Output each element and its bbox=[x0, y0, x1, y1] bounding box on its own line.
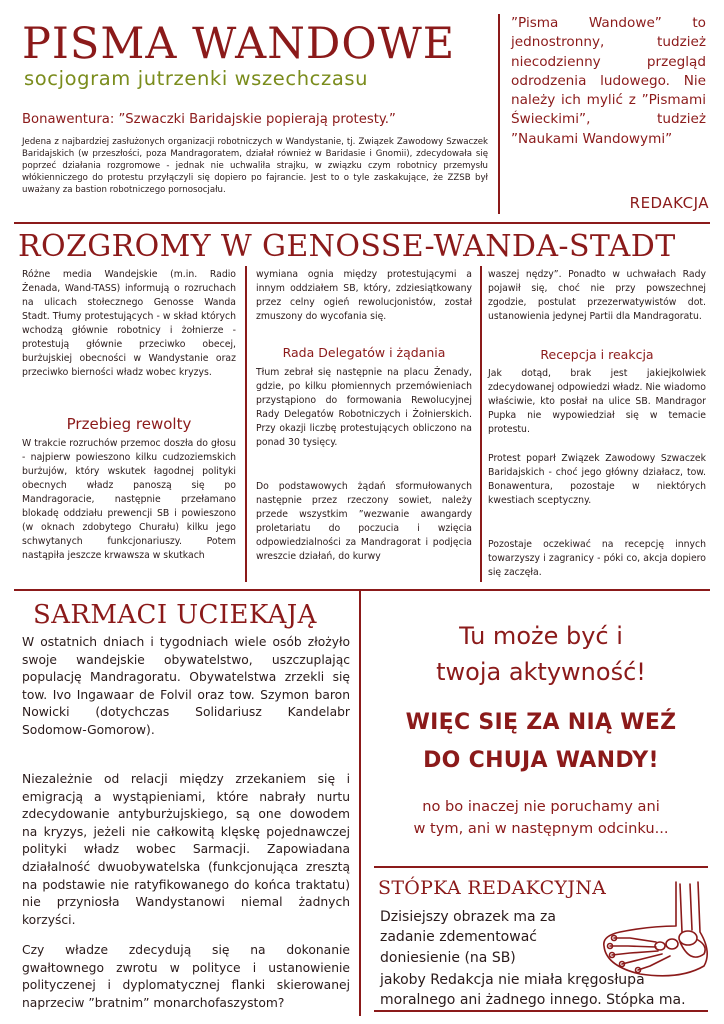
col3-intro: waszej nędzy”. Ponadto w uchwałach Rady pojawił się, choć nie przy powszechnej zgodzie, postulat przezerwatywistów dot. ustanowienia jedynej Partii dla Mandragoratu. bbox=[488, 269, 706, 322]
masthead-title: PISMA WANDOWE bbox=[22, 19, 456, 69]
lead-text: Jedena z najbardziej zasłużonych organizacji robotniczych w Wandystanie, tj. Związek Zawodowy Szwaczek Baridajskich (w przeszłości, poza Mandragoratem, działał również w Baridasie i Gnomii), zdecydowała się poprzeć działania rozgromowe - jednak nie uchwaliła strajku, w związku czym robotnicy przemysłu włókienniczego do protestu przyłączyli się dopiero po fajrancie. Jest to o tyle zaskakujące, że ZZSB był uważany za bastion robotniczego pornosocjału. bbox=[22, 137, 488, 195]
sarmaci-p2: Niezależnie od relacji między zrzekaniem się i emigracją a wystąpieniami, które nabrały nurtu zdecydowanie antyburżujskiego, są one dowodem na kryzys, jeżeli nie całkowitą klęskę pojednawczej polityki władz wobec Sarmacji. Zapowiadana działalność dwuobywatelska (funkcjonująca zresztą na podstawie nie ratyfikowanego do końca traktatu) nie przyniosła Wandystanowi niemal żadnych korzyści. bbox=[22, 772, 350, 927]
col2-text1: Tłum zebrał się następnie na placu Żenady, gdzie, po kilku płomiennych przemówieniach przystąpiono do formowania Rewolucyjnej Rady Delegatów Robotniczych i Żołnierskich. Przy okazji liczbę protestujących obliczono na ponad 30 tysięcy. bbox=[256, 367, 472, 448]
col1-intro: Różne media Wandejskie (m.in. Radio Żenada, Wand-TASS) informują o rozruchach na ulicach stołecznego Genosse Wanda Stadt. Tłumy protestujących - w skład których wchodzą głównie robotnicy i żołnierze - protestują głównie przeciwko obecej, burżujskiej obecności w Wandystanie oraz przeciwko bierności władz wobec kryzys. bbox=[22, 269, 236, 378]
footer-rule-bottom bbox=[374, 1010, 708, 1012]
footer-title: STÓPKA REDAKCYJNA bbox=[378, 877, 607, 899]
col-divider-1 bbox=[245, 266, 247, 582]
col2-text2: Do podstawowych żądań sformułowanych następnie przez rzeczony sowiet, należy przede wszystkim ”wezwanie awangardy proletariatu do poczucia i wzięcia odpowiedzialności za Mandragorat i podjęcia wreszcie działań, do kurwy bbox=[256, 481, 472, 562]
col3-text2: Protest poparł Związek Zawodowy Szwaczek Baridajskich - choć jego główny działacz, tow. Bonawentura, pozostaje w niektórych kwestiach sceptyczny. bbox=[488, 453, 706, 506]
bottom-col-divider bbox=[359, 591, 361, 1016]
col2-intro: wymiana ognia między protestującymi a innym oddziałem SB, który, zdziesiątkowany przez celny ogień rewolucjonistów, został zmuszony do wycofania się. bbox=[256, 269, 472, 322]
ad-small-1: no bo inaczej nie poruchamy ani bbox=[422, 798, 660, 815]
foot-skeleton-icon bbox=[580, 880, 712, 980]
editorial-note: ”Pisma Wandowe” to jednostronny, tudzież niecodzienny przegląd odrodzenia ludowego. Nie należy ich mylić z ”Pismami Świeckimi”, tudzież ”Naukami Wandowymi” bbox=[511, 15, 706, 147]
sarmaci-p3: Czy władze zdecydują się na dokonanie gwałtownego zwrotu w polityce i ustanowienie polityczenej i dyplomatycznej flanki skierowanej naprzeciw ”bratnim” monarchofaszystom? bbox=[22, 943, 350, 1010]
lead-headline: Bonawentura: ”Szwaczki Baridajskie popierają protesty.” bbox=[22, 112, 396, 127]
sarmaci-p1: W ostatnich dniach i tygodniach wiele osób złożyło swoje wandejskie obywatelstwo, uszczuplając populację Mandragoratu. Obywatelstwa zrzekli się tow. Ivo Ingawaar de Folvil oraz tow. Szymon baron Nowicki (dotychczas Solidariusz Kandelabr Sodomow-Gomorow). bbox=[22, 635, 350, 737]
col3-text1: Jak dotąd, brak jest jakiejkolwiek zdecydowanej odpowiedzi władz. Nie wiadomo właściwie, kto posłał na ulice SB. Mandragor Pupka nie wypowiedział się w temacie protestu. bbox=[488, 368, 706, 435]
col3-heading: Recepcja i reakcja bbox=[540, 347, 654, 362]
top-divider bbox=[14, 222, 710, 224]
footer-text-b: jakoby Redakcja nie miała kręgosłupa moralnego ani żadnego innego. Stópka ma. bbox=[380, 972, 686, 1009]
ad-bold-1: WIĘC SIĘ ZA NIĄ WEŹ bbox=[405, 710, 677, 735]
ad-small-2: w tym, ani w następnym odcinku... bbox=[413, 820, 669, 837]
ad-line-2: twoja aktywność! bbox=[436, 658, 646, 686]
masthead-subtitle: socjogram jutrzenki wszechczasu bbox=[24, 67, 369, 90]
ad-line-1: Tu może być i bbox=[459, 622, 623, 650]
col2-heading: Rada Delegatów i żądania bbox=[282, 345, 446, 360]
editorial-signature: REDAKCJA bbox=[629, 194, 709, 212]
main-headline: ROZGROMY W GENOSSE-WANDA-STADT bbox=[18, 229, 676, 264]
footer-rule-top bbox=[374, 866, 708, 868]
ad-bold-2: DO CHUJA WANDY! bbox=[423, 748, 659, 773]
middle-divider bbox=[14, 589, 710, 591]
col-divider-2 bbox=[480, 266, 482, 582]
col3-text3: Pozostaje oczekiwać na recepcję innych towarzyszy i zagranicy - póki co, akcja dopiero się zaczęła. bbox=[488, 539, 706, 578]
col1-text: W trakcie rozruchów przemoc doszła do głosu - najpierw powieszono kilku cudzoziemskich burżujów, który wskutek łagodnej polityki obecnych władz panoszą się po Mandragoracie, następnie przełamano blokadę oddziału prewencji SB i powieszono (w oknach zdobytego Churału) kilku jego schwytanych funkcjonariuszy. Potem nastąpiła jeszcze krwawsza w skutkach bbox=[22, 438, 236, 561]
col1-heading: Przebieg rewolty bbox=[66, 415, 192, 433]
footer-text-a: Dzisiejszy obrazek ma za zadanie zdementować doniesienie (na SB) bbox=[380, 909, 556, 966]
sarmaci-headline: SARMACI UCIEKAJĄ bbox=[33, 600, 317, 630]
